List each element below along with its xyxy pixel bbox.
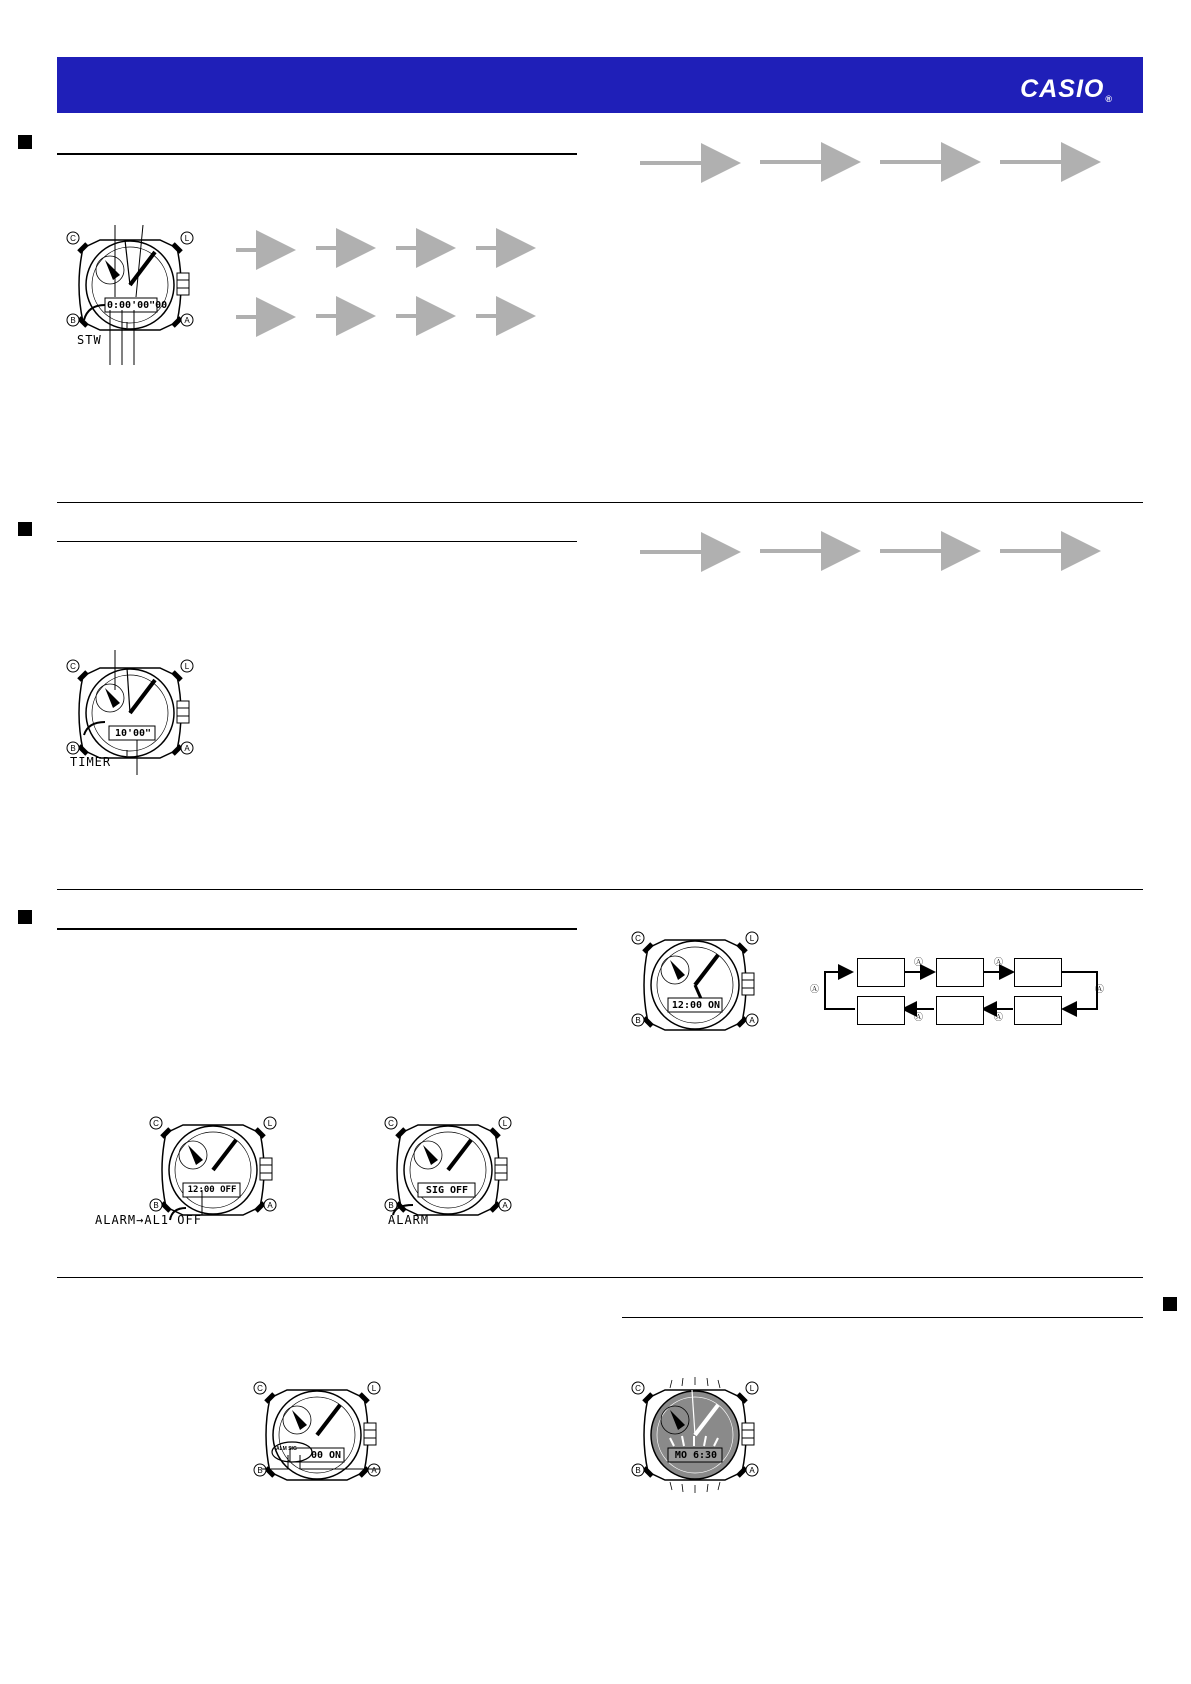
svg-text:L: L [267,1119,273,1128]
svg-text:C: C [70,662,76,671]
timer-lcd: 10'00" [114,728,152,739]
svg-text:C: C [635,1384,641,1393]
svg-text:B: B [635,1016,641,1025]
cycle-button-a: Ⓐ [1095,984,1105,994]
stopwatch-mode-label: STW [77,333,102,347]
svg-text:C: C [635,934,641,943]
svg-text:B: B [70,316,76,325]
svg-text:A: A [749,1016,755,1025]
svg-text:B: B [153,1201,159,1210]
light-watch-illustration [630,1380,760,1490]
svg-text:C: C [153,1119,159,1128]
alarm-sig-label: ALARM [388,1213,430,1227]
cycle-button-a: Ⓐ [914,957,924,967]
alarm-indicator-callouts [262,1455,382,1475]
svg-text:A: A [371,1466,377,1475]
stopwatch-lcd: 0:00'00"00 [107,300,168,311]
timer-mode-label: TIMER [70,755,112,769]
svg-text:B: B [257,1466,263,1475]
svg-text:L: L [184,234,190,243]
cycle-box [936,958,984,987]
svg-text:C: C [70,234,76,243]
cycle-box [936,996,984,1025]
svg-text:C: C [257,1384,263,1393]
alarm-al1-lcd: 12:00 OFF [187,1185,237,1195]
svg-text:C: C [388,1119,394,1128]
svg-text:B: B [70,744,76,753]
svg-text:A: A [502,1201,508,1210]
alarm-al1-label: ALARM→AL1 OFF [95,1213,202,1227]
alarm-indicator-lcd: 00 ON [310,1450,342,1461]
cycle-button-a: Ⓐ [810,984,820,994]
svg-text:B: B [635,1466,641,1475]
cycle-button-a: Ⓐ [994,957,1004,967]
svg-text:A: A [749,1466,755,1475]
svg-text:L: L [184,662,190,671]
cycle-box [1014,996,1062,1025]
svg-text:A: A [184,744,190,753]
cycle-button-a: Ⓐ [914,1012,924,1022]
svg-text:B: B [388,1201,394,1210]
cycle-button-a: Ⓐ [994,1012,1004,1022]
alarm-watch-illustration [630,930,760,1040]
svg-text:L: L [749,934,755,943]
cycle-box [857,958,905,987]
cycle-box [857,996,905,1025]
alm-sig-indicator: ALM SIG [276,1446,297,1452]
alarm-lcd: 12:00 ON [671,1000,721,1011]
alarm-sig-lcd: SIG OFF [425,1185,469,1196]
svg-text:A: A [267,1201,273,1210]
casio-logo: CASIO® [1020,75,1113,104]
svg-text:A: A [184,316,190,325]
light-lcd: MO 6:30 [674,1450,718,1461]
svg-text:L: L [371,1384,377,1393]
svg-text:L: L [749,1384,755,1393]
cycle-box [1014,958,1062,987]
svg-text:L: L [502,1119,508,1128]
